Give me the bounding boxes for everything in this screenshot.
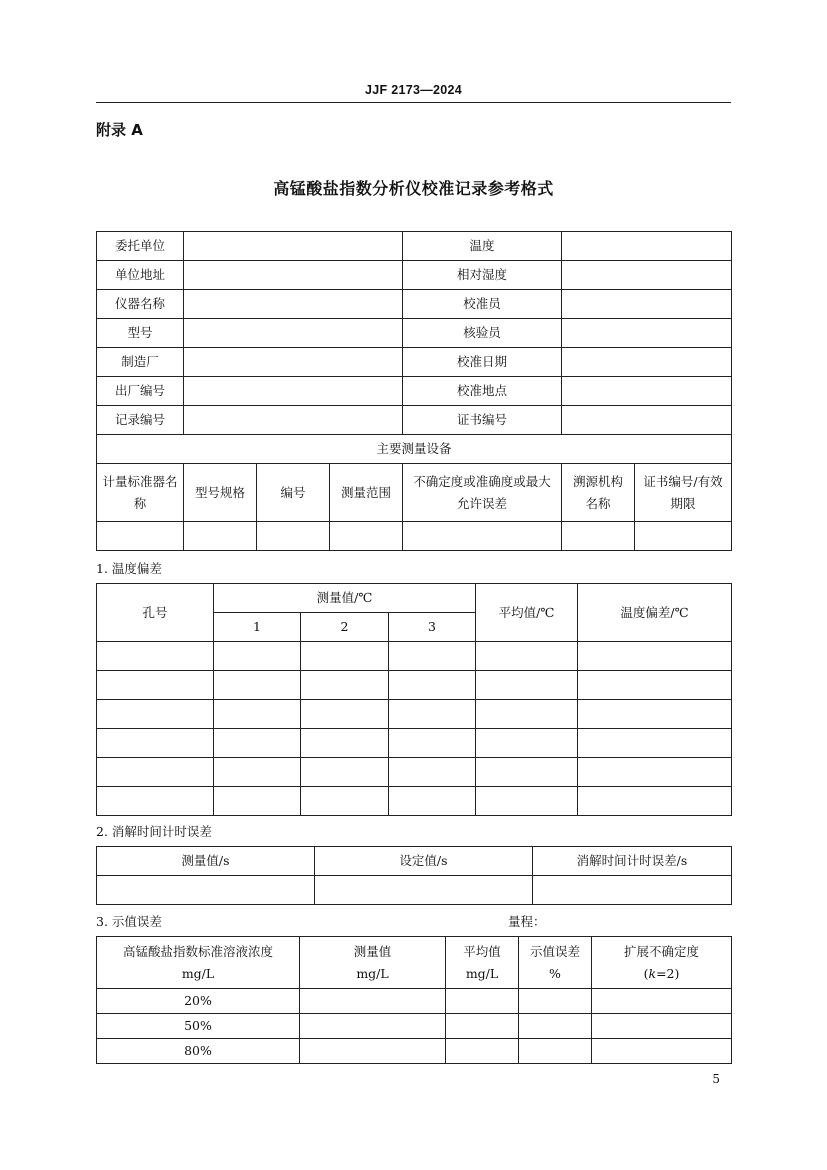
data-cell[interactable] xyxy=(214,758,301,787)
page-title: 高锰酸盐指数分析仪校准记录参考格式 xyxy=(273,179,554,198)
info-label: 单位地址 xyxy=(97,261,184,290)
measurement-index: 3 xyxy=(389,613,476,642)
equipment-header: 测量范围 xyxy=(330,464,403,522)
data-cell[interactable] xyxy=(446,1039,519,1064)
digestion-time-table xyxy=(96,846,732,905)
data-cell[interactable] xyxy=(97,758,214,787)
data-cell[interactable] xyxy=(300,1014,446,1039)
info-value-cell[interactable] xyxy=(184,290,403,319)
section-3-title: 3. 示值误差 xyxy=(96,914,162,929)
data-cell[interactable] xyxy=(301,729,389,758)
hole-header: 孔号 xyxy=(97,584,214,642)
section-2-title: 2. 消解时间计时误差 xyxy=(96,824,212,839)
data-cell[interactable] xyxy=(214,642,301,671)
data-cell[interactable] xyxy=(533,876,732,905)
equipment-header: 不确定度或准确度或最大允许误差 xyxy=(403,464,562,522)
info-label: 校准日期 xyxy=(403,348,562,377)
data-cell[interactable] xyxy=(592,989,732,1014)
info-value-cell[interactable] xyxy=(184,261,403,290)
page-number: 5 xyxy=(712,1072,720,1086)
deviation-header: 温度偏差/℃ xyxy=(578,584,732,642)
equipment-cell[interactable] xyxy=(97,522,184,551)
calibration-info-table xyxy=(96,231,732,551)
data-cell[interactable] xyxy=(301,700,389,729)
equipment-header: 溯源机构名称 xyxy=(562,464,635,522)
data-cell[interactable] xyxy=(301,642,389,671)
average-value-unit: mg/L xyxy=(465,965,499,981)
table-row xyxy=(97,671,732,700)
info-label: 温度 xyxy=(403,232,562,261)
data-cell[interactable] xyxy=(578,642,732,671)
data-cell[interactable] xyxy=(97,671,214,700)
table-row xyxy=(97,642,732,671)
concentration-cell: 80% xyxy=(97,1039,300,1064)
data-cell[interactable] xyxy=(578,787,732,816)
equipment-cell[interactable] xyxy=(330,522,403,551)
data-cell[interactable] xyxy=(389,700,476,729)
info-value-cell[interactable] xyxy=(562,290,732,319)
column-header: 设定值/s xyxy=(315,847,533,876)
data-cell[interactable] xyxy=(97,787,214,816)
data-cell[interactable] xyxy=(97,700,214,729)
table-row xyxy=(97,1014,732,1039)
expanded-uncertainty-header xyxy=(592,937,732,989)
column-header: 消解时间计时误差/s xyxy=(533,847,732,876)
equipment-header: 型号规格 xyxy=(184,464,257,522)
equipment-cell[interactable] xyxy=(184,522,257,551)
data-cell[interactable] xyxy=(315,876,533,905)
info-value-cell[interactable] xyxy=(562,406,732,435)
data-cell[interactable] xyxy=(446,1014,519,1039)
data-cell[interactable] xyxy=(389,642,476,671)
data-cell[interactable] xyxy=(214,729,301,758)
expanded-uncertainty-label: 扩展不确定度 xyxy=(623,943,699,959)
coverage-factor: (k=2) xyxy=(643,965,680,981)
measured-header: 测量值/℃ xyxy=(214,584,476,613)
equipment-cell[interactable] xyxy=(403,522,562,551)
data-cell[interactable] xyxy=(476,758,578,787)
info-label: 校准员 xyxy=(403,290,562,319)
average-header: 平均值/℃ xyxy=(476,584,578,642)
coverage-factor-symbol: k xyxy=(648,965,657,981)
info-label: 证书编号 xyxy=(403,406,562,435)
table-row xyxy=(97,758,732,787)
equipment-header: 计量标准器名称 xyxy=(97,464,184,522)
info-label: 校准地点 xyxy=(403,377,562,406)
info-label: 相对湿度 xyxy=(403,261,562,290)
data-cell[interactable] xyxy=(97,876,315,905)
equipment-cell[interactable] xyxy=(562,522,635,551)
info-label: 出厂编号 xyxy=(97,377,184,406)
data-cell[interactable] xyxy=(476,642,578,671)
measurement-index: 2 xyxy=(301,613,389,642)
equipment-section-title: 主要测量设备 xyxy=(97,435,732,464)
table-row xyxy=(97,729,732,758)
data-cell[interactable] xyxy=(389,787,476,816)
data-cell[interactable] xyxy=(389,729,476,758)
measured-value-header xyxy=(300,937,446,989)
equipment-header: 编号 xyxy=(257,464,330,522)
info-label: 委托单位 xyxy=(97,232,184,261)
info-value-cell[interactable] xyxy=(184,406,403,435)
indication-error-unit: % xyxy=(549,965,561,981)
appendix-label: 附录 A xyxy=(96,121,143,139)
info-value-cell[interactable] xyxy=(184,319,403,348)
concentration-header-label: 高锰酸盐指数标准溶液浓度 xyxy=(122,943,273,959)
data-cell[interactable] xyxy=(214,671,301,700)
data-cell[interactable] xyxy=(300,989,446,1014)
equipment-cell[interactable] xyxy=(257,522,330,551)
data-cell[interactable] xyxy=(389,671,476,700)
equipment-cell[interactable] xyxy=(635,522,732,551)
section-1-title: 1. 温度偏差 xyxy=(96,561,162,576)
info-label: 核验员 xyxy=(403,319,562,348)
standard-number-header: JJF 2173—2024 xyxy=(364,83,463,97)
data-cell[interactable] xyxy=(578,729,732,758)
average-value-label: 平均值 xyxy=(463,943,501,959)
info-value-cell[interactable] xyxy=(184,348,403,377)
data-cell[interactable] xyxy=(476,729,578,758)
data-cell[interactable] xyxy=(214,787,301,816)
data-cell[interactable] xyxy=(519,989,592,1014)
data-cell[interactable] xyxy=(476,787,578,816)
info-label: 制造厂 xyxy=(97,348,184,377)
indication-error-label: 示值误差 xyxy=(529,943,580,959)
table-row xyxy=(97,787,732,816)
data-cell[interactable] xyxy=(301,787,389,816)
indication-error-table xyxy=(96,936,732,1064)
data-cell[interactable] xyxy=(519,1039,592,1064)
data-cell[interactable] xyxy=(301,758,389,787)
concentration-header-unit: mg/L xyxy=(181,965,215,981)
data-cell[interactable] xyxy=(301,671,389,700)
data-cell[interactable] xyxy=(592,1014,732,1039)
table-row xyxy=(97,700,732,729)
measured-value-label: 测量值 xyxy=(353,943,392,959)
table-row xyxy=(97,1039,732,1064)
data-cell[interactable] xyxy=(97,729,214,758)
data-cell[interactable] xyxy=(389,758,476,787)
coverage-factor-value: =2 xyxy=(656,965,675,981)
data-cell[interactable] xyxy=(476,700,578,729)
data-cell[interactable] xyxy=(214,700,301,729)
info-label: 型号 xyxy=(97,319,184,348)
info-value-cell[interactable] xyxy=(562,261,732,290)
data-cell[interactable] xyxy=(578,758,732,787)
column-header: 测量值/s xyxy=(97,847,315,876)
data-cell[interactable] xyxy=(446,989,519,1014)
info-value-cell[interactable] xyxy=(184,377,403,406)
info-value-cell[interactable] xyxy=(562,377,732,406)
header-rule xyxy=(96,102,731,103)
concentration-cell: 50% xyxy=(97,1014,300,1039)
info-value-cell[interactable] xyxy=(562,319,732,348)
data-cell[interactable] xyxy=(578,671,732,700)
concentration-cell: 20% xyxy=(97,989,300,1014)
average-value-header xyxy=(446,937,519,989)
data-cell[interactable] xyxy=(97,642,214,671)
info-label: 记录编号 xyxy=(97,406,184,435)
measurement-index: 1 xyxy=(214,613,301,642)
data-cell[interactable] xyxy=(592,1039,732,1064)
data-cell[interactable] xyxy=(519,1014,592,1039)
range-label: 量程： xyxy=(508,914,546,929)
temperature-deviation-table xyxy=(96,583,732,816)
data-cell[interactable] xyxy=(578,700,732,729)
indication-error-header xyxy=(519,937,592,989)
info-value-cell[interactable] xyxy=(562,232,732,261)
table-row xyxy=(97,989,732,1014)
data-cell[interactable] xyxy=(300,1039,446,1064)
measured-value-unit: mg/L xyxy=(356,965,389,981)
concentration-header xyxy=(97,937,300,989)
equipment-header: 证书编号/有效期限 xyxy=(635,464,732,522)
info-value-cell[interactable] xyxy=(562,348,732,377)
info-value-cell[interactable] xyxy=(184,232,403,261)
info-label: 仪器名称 xyxy=(97,290,184,319)
data-cell[interactable] xyxy=(476,671,578,700)
